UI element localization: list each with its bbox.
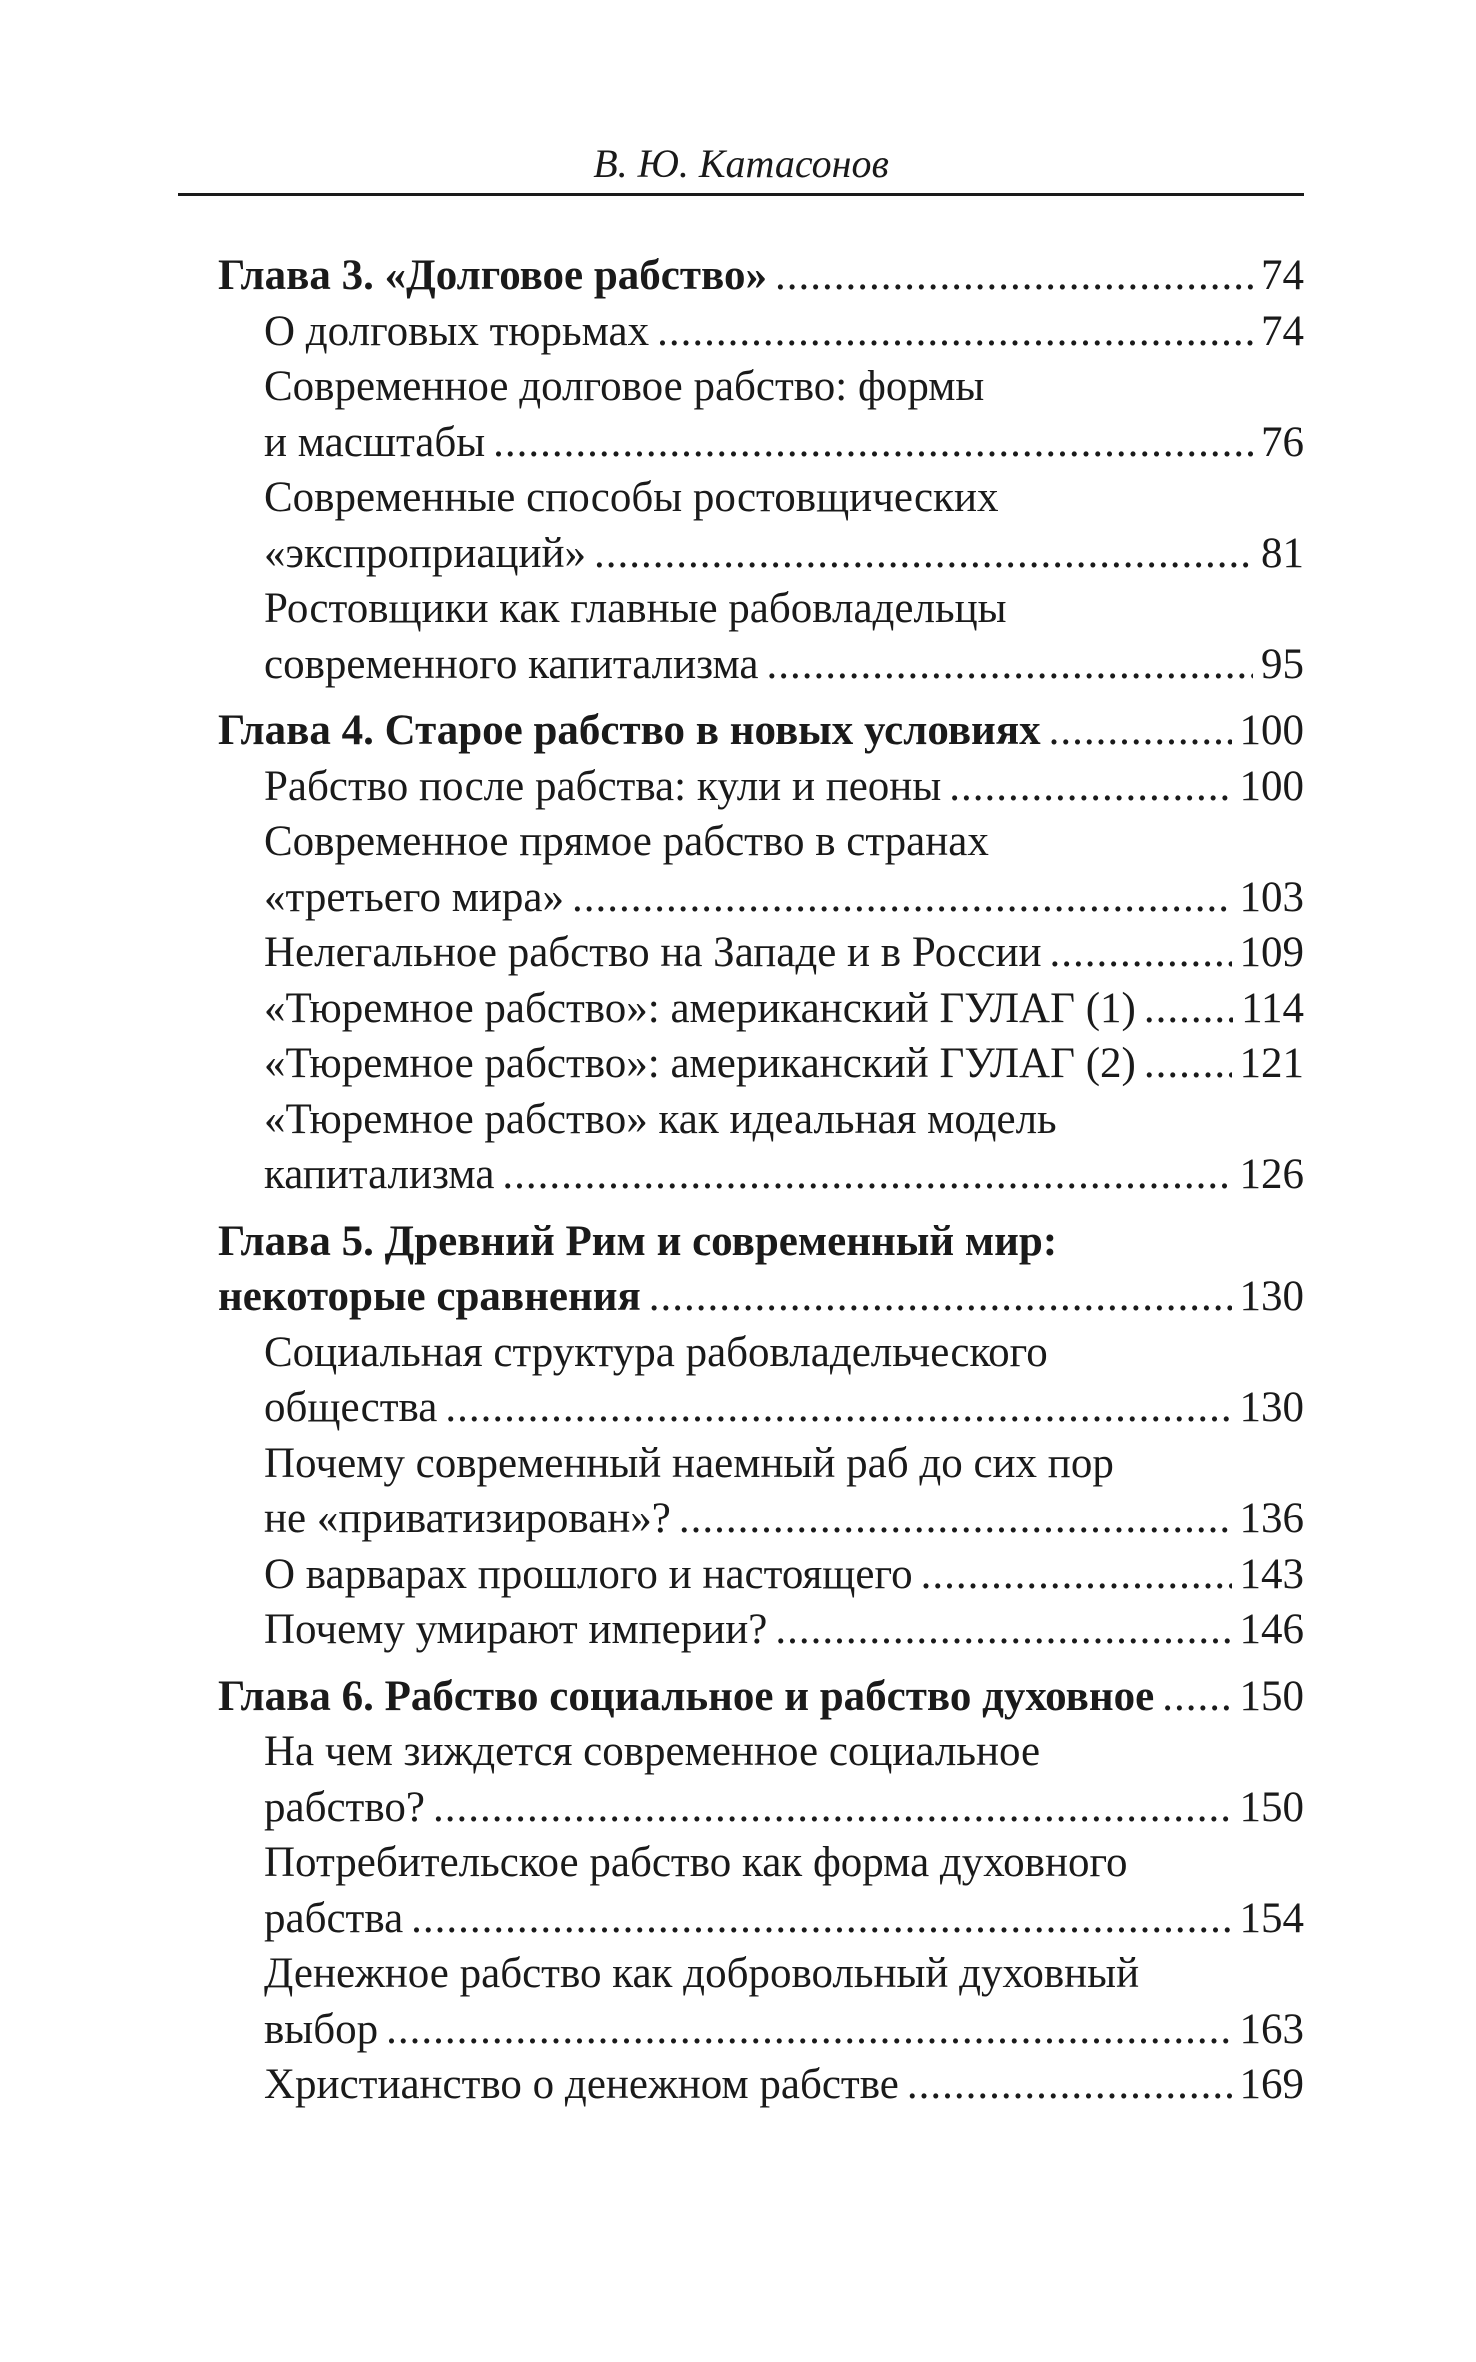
toc-entry-line xyxy=(264,1891,1304,1947)
toc-page-number: 95 xyxy=(1261,640,1304,688)
toc-entry-line xyxy=(264,1491,1304,1547)
toc-entry-title: некоторые сравнения xyxy=(218,1273,641,1320)
toc-page-number: 130 xyxy=(1239,1273,1304,1320)
toc-entry-title: рабство? xyxy=(264,1783,425,1831)
dot-leader xyxy=(493,415,1253,471)
dot-leader xyxy=(767,637,1253,693)
toc-entry-title: «Тюремное рабство»: американский ГУЛАГ (2) xyxy=(264,1040,1136,1087)
toc-entry-line xyxy=(264,581,1304,637)
toc-page-number: 114 xyxy=(1241,984,1304,1032)
toc-section-entry xyxy=(218,304,1304,360)
toc-section-entry xyxy=(218,581,1304,692)
dot-leader xyxy=(657,304,1253,360)
dot-leader xyxy=(921,1547,1232,1603)
toc-chapter-entry xyxy=(218,1214,1304,1325)
dot-leader xyxy=(949,759,1231,815)
toc-entry-title: Почему современный наемный раб до сих пор xyxy=(264,1439,1114,1487)
toc-entry-title: Нелегальное рабство на Западе и в России xyxy=(264,929,1042,976)
toc-page-number: 130 xyxy=(1239,1384,1304,1431)
toc-entry-title: Глава 3. «Долговое рабство» xyxy=(218,252,767,299)
toc-entry-title: Глава 5. Древний Рим и современный мир: xyxy=(218,1217,1058,1265)
toc-entry-title: «Тюремное рабство» как идеальная модель xyxy=(264,1095,1057,1143)
toc-page-number: 121 xyxy=(1239,1040,1304,1087)
toc-entry-title: О долговых тюрьмах xyxy=(264,307,650,355)
table-of-contents xyxy=(218,248,1304,2113)
toc-entry-line xyxy=(264,2057,1304,2113)
toc-section-entry xyxy=(218,1036,1304,1092)
toc-section-entry xyxy=(218,814,1304,925)
toc-entry-line xyxy=(264,637,1304,693)
toc-entry-title: На чем зиждется современное социальное xyxy=(264,1728,1041,1775)
toc-entry-title: Глава 6. Рабство социальное и рабство духовное xyxy=(218,1672,1155,1720)
toc-section-entry xyxy=(218,1325,1304,1436)
toc-entry-line xyxy=(264,1380,1304,1436)
toc-entry-line xyxy=(264,1036,1304,1092)
toc-entry-line xyxy=(264,2002,1304,2058)
dot-leader xyxy=(775,248,1253,304)
toc-entry-title: современного капитализма xyxy=(264,640,759,688)
toc-page-number: 163 xyxy=(1239,2005,1304,2053)
toc-page-number: 109 xyxy=(1239,929,1304,976)
dot-leader xyxy=(1049,925,1231,981)
toc-entry-line xyxy=(264,870,1304,926)
toc-entry-line xyxy=(264,1602,1304,1658)
toc-section-entry xyxy=(218,1835,1304,1946)
toc-entry-title: общества xyxy=(264,1384,438,1431)
toc-entry-line xyxy=(218,1214,1304,1270)
toc-chapter-entry xyxy=(218,1669,1304,1725)
toc-chapter-entry xyxy=(218,248,1304,304)
toc-entry-title: Современное прямое рабство в странах xyxy=(264,818,989,865)
toc-entry-title: Современное долговое рабство: формы xyxy=(264,363,985,410)
toc-entry-line xyxy=(264,359,1304,415)
toc-entry-title: «экспроприаций» xyxy=(264,529,587,577)
toc-entry-title: «Тюремное рабство»: американский ГУЛАГ (1) xyxy=(264,984,1136,1032)
toc-page-number: 146 xyxy=(1239,1606,1304,1653)
toc-entry-line xyxy=(264,1547,1304,1603)
toc-page-number: 100 xyxy=(1239,707,1304,754)
dot-leader xyxy=(386,2002,1231,2058)
toc-page-number: 154 xyxy=(1239,1894,1304,1942)
dot-leader xyxy=(502,1147,1231,1203)
toc-section-entry xyxy=(218,359,1304,470)
toc-entry-line xyxy=(218,1269,1304,1325)
toc-section-entry xyxy=(218,1092,1304,1203)
toc-page-number: 136 xyxy=(1239,1495,1304,1542)
toc-entry-line xyxy=(264,304,1304,360)
toc-section-entry xyxy=(218,1724,1304,1835)
toc-section-entry xyxy=(218,470,1304,581)
dot-leader xyxy=(572,870,1231,926)
toc-entry-line xyxy=(218,1669,1304,1725)
toc-page-number: 150 xyxy=(1239,1783,1304,1831)
toc-page-number: 126 xyxy=(1239,1151,1304,1198)
toc-entry-title: Ростовщики как главные рабовладельцы xyxy=(264,585,1007,632)
toc-section-entry xyxy=(218,2057,1304,2113)
header-rule xyxy=(178,193,1304,196)
dot-leader xyxy=(433,1780,1232,1836)
toc-entry-title: Социальная структура рабовладельческого xyxy=(264,1328,1048,1376)
dot-leader xyxy=(679,1491,1232,1547)
toc-entry-line xyxy=(264,415,1304,471)
toc-entry-title: Христианство о денежном рабстве xyxy=(264,2061,899,2108)
toc-entry-title: и масштабы xyxy=(264,418,486,466)
toc-page-number: 103 xyxy=(1239,873,1304,921)
toc-entry-line xyxy=(264,1946,1304,2002)
running-header: В. Ю. Катасонов xyxy=(593,141,889,186)
dot-leader xyxy=(649,1269,1232,1325)
toc-entry-line xyxy=(264,814,1304,870)
toc-entry-line xyxy=(218,248,1304,304)
toc-page-number: 150 xyxy=(1239,1672,1304,1720)
toc-entry-title: не «приватизирован»? xyxy=(264,1495,671,1542)
toc-section-entry xyxy=(218,1602,1304,1658)
dot-leader xyxy=(907,2057,1232,2113)
toc-entry-line xyxy=(264,759,1304,815)
toc-entry-line xyxy=(264,1780,1304,1836)
toc-entry-line xyxy=(264,925,1304,981)
toc-entry-line xyxy=(264,526,1304,582)
dot-leader xyxy=(1162,1669,1231,1725)
toc-entry-line xyxy=(264,1436,1304,1492)
toc-chapter-entry xyxy=(218,703,1304,759)
toc-entry-title: рабства xyxy=(264,1894,404,1942)
dot-leader xyxy=(445,1380,1231,1436)
toc-entry-title: Глава 4. Старое рабство в новых условиях xyxy=(218,707,1041,754)
toc-page-number: 100 xyxy=(1239,762,1304,810)
toc-page-number: 143 xyxy=(1239,1550,1304,1598)
toc-entry-line xyxy=(264,1724,1304,1780)
dot-leader xyxy=(1144,1036,1232,1092)
dot-leader xyxy=(775,1602,1231,1658)
toc-entry-title: О варварах прошлого и настоящего xyxy=(264,1550,913,1598)
toc-page-number: 76 xyxy=(1261,418,1304,466)
toc-entry-title: выбор xyxy=(264,2005,379,2053)
toc-entry-title: Денежное рабство как добровольный духовный xyxy=(264,1950,1140,1997)
toc-section-entry xyxy=(218,1946,1304,2057)
dot-leader xyxy=(1144,981,1233,1037)
toc-entry-line xyxy=(264,981,1304,1037)
toc-entry-line xyxy=(264,1835,1304,1891)
toc-page-number: 74 xyxy=(1261,252,1304,299)
dot-leader xyxy=(594,526,1253,582)
toc-section-entry xyxy=(218,925,1304,981)
toc-entry-title: «третьего мира» xyxy=(264,873,565,921)
toc-page-number: 81 xyxy=(1261,529,1304,577)
toc-entry-title: капитализма xyxy=(264,1151,495,1198)
toc-section-entry xyxy=(218,1436,1304,1547)
toc-page-number: 74 xyxy=(1261,307,1304,355)
toc-entry-title: Рабство после рабства: кули и пеоны xyxy=(264,762,942,810)
toc-entry-title: Современные способы ростовщических xyxy=(264,474,999,521)
toc-page-number: 169 xyxy=(1239,2061,1304,2108)
toc-section-entry xyxy=(218,759,1304,815)
toc-entry-line xyxy=(264,1092,1304,1148)
toc-section-entry xyxy=(218,1547,1304,1603)
toc-entry-title: Потребительское рабство как форма духовного xyxy=(264,1839,1128,1886)
toc-entry-line xyxy=(218,703,1304,759)
toc-entry-line xyxy=(264,470,1304,526)
toc-entry-line xyxy=(264,1147,1304,1203)
toc-section-entry xyxy=(218,981,1304,1037)
dot-leader xyxy=(411,1891,1231,1947)
dot-leader xyxy=(1049,703,1232,759)
toc-entry-line xyxy=(264,1325,1304,1381)
toc-entry-title: Почему умирают империи? xyxy=(264,1606,768,1653)
